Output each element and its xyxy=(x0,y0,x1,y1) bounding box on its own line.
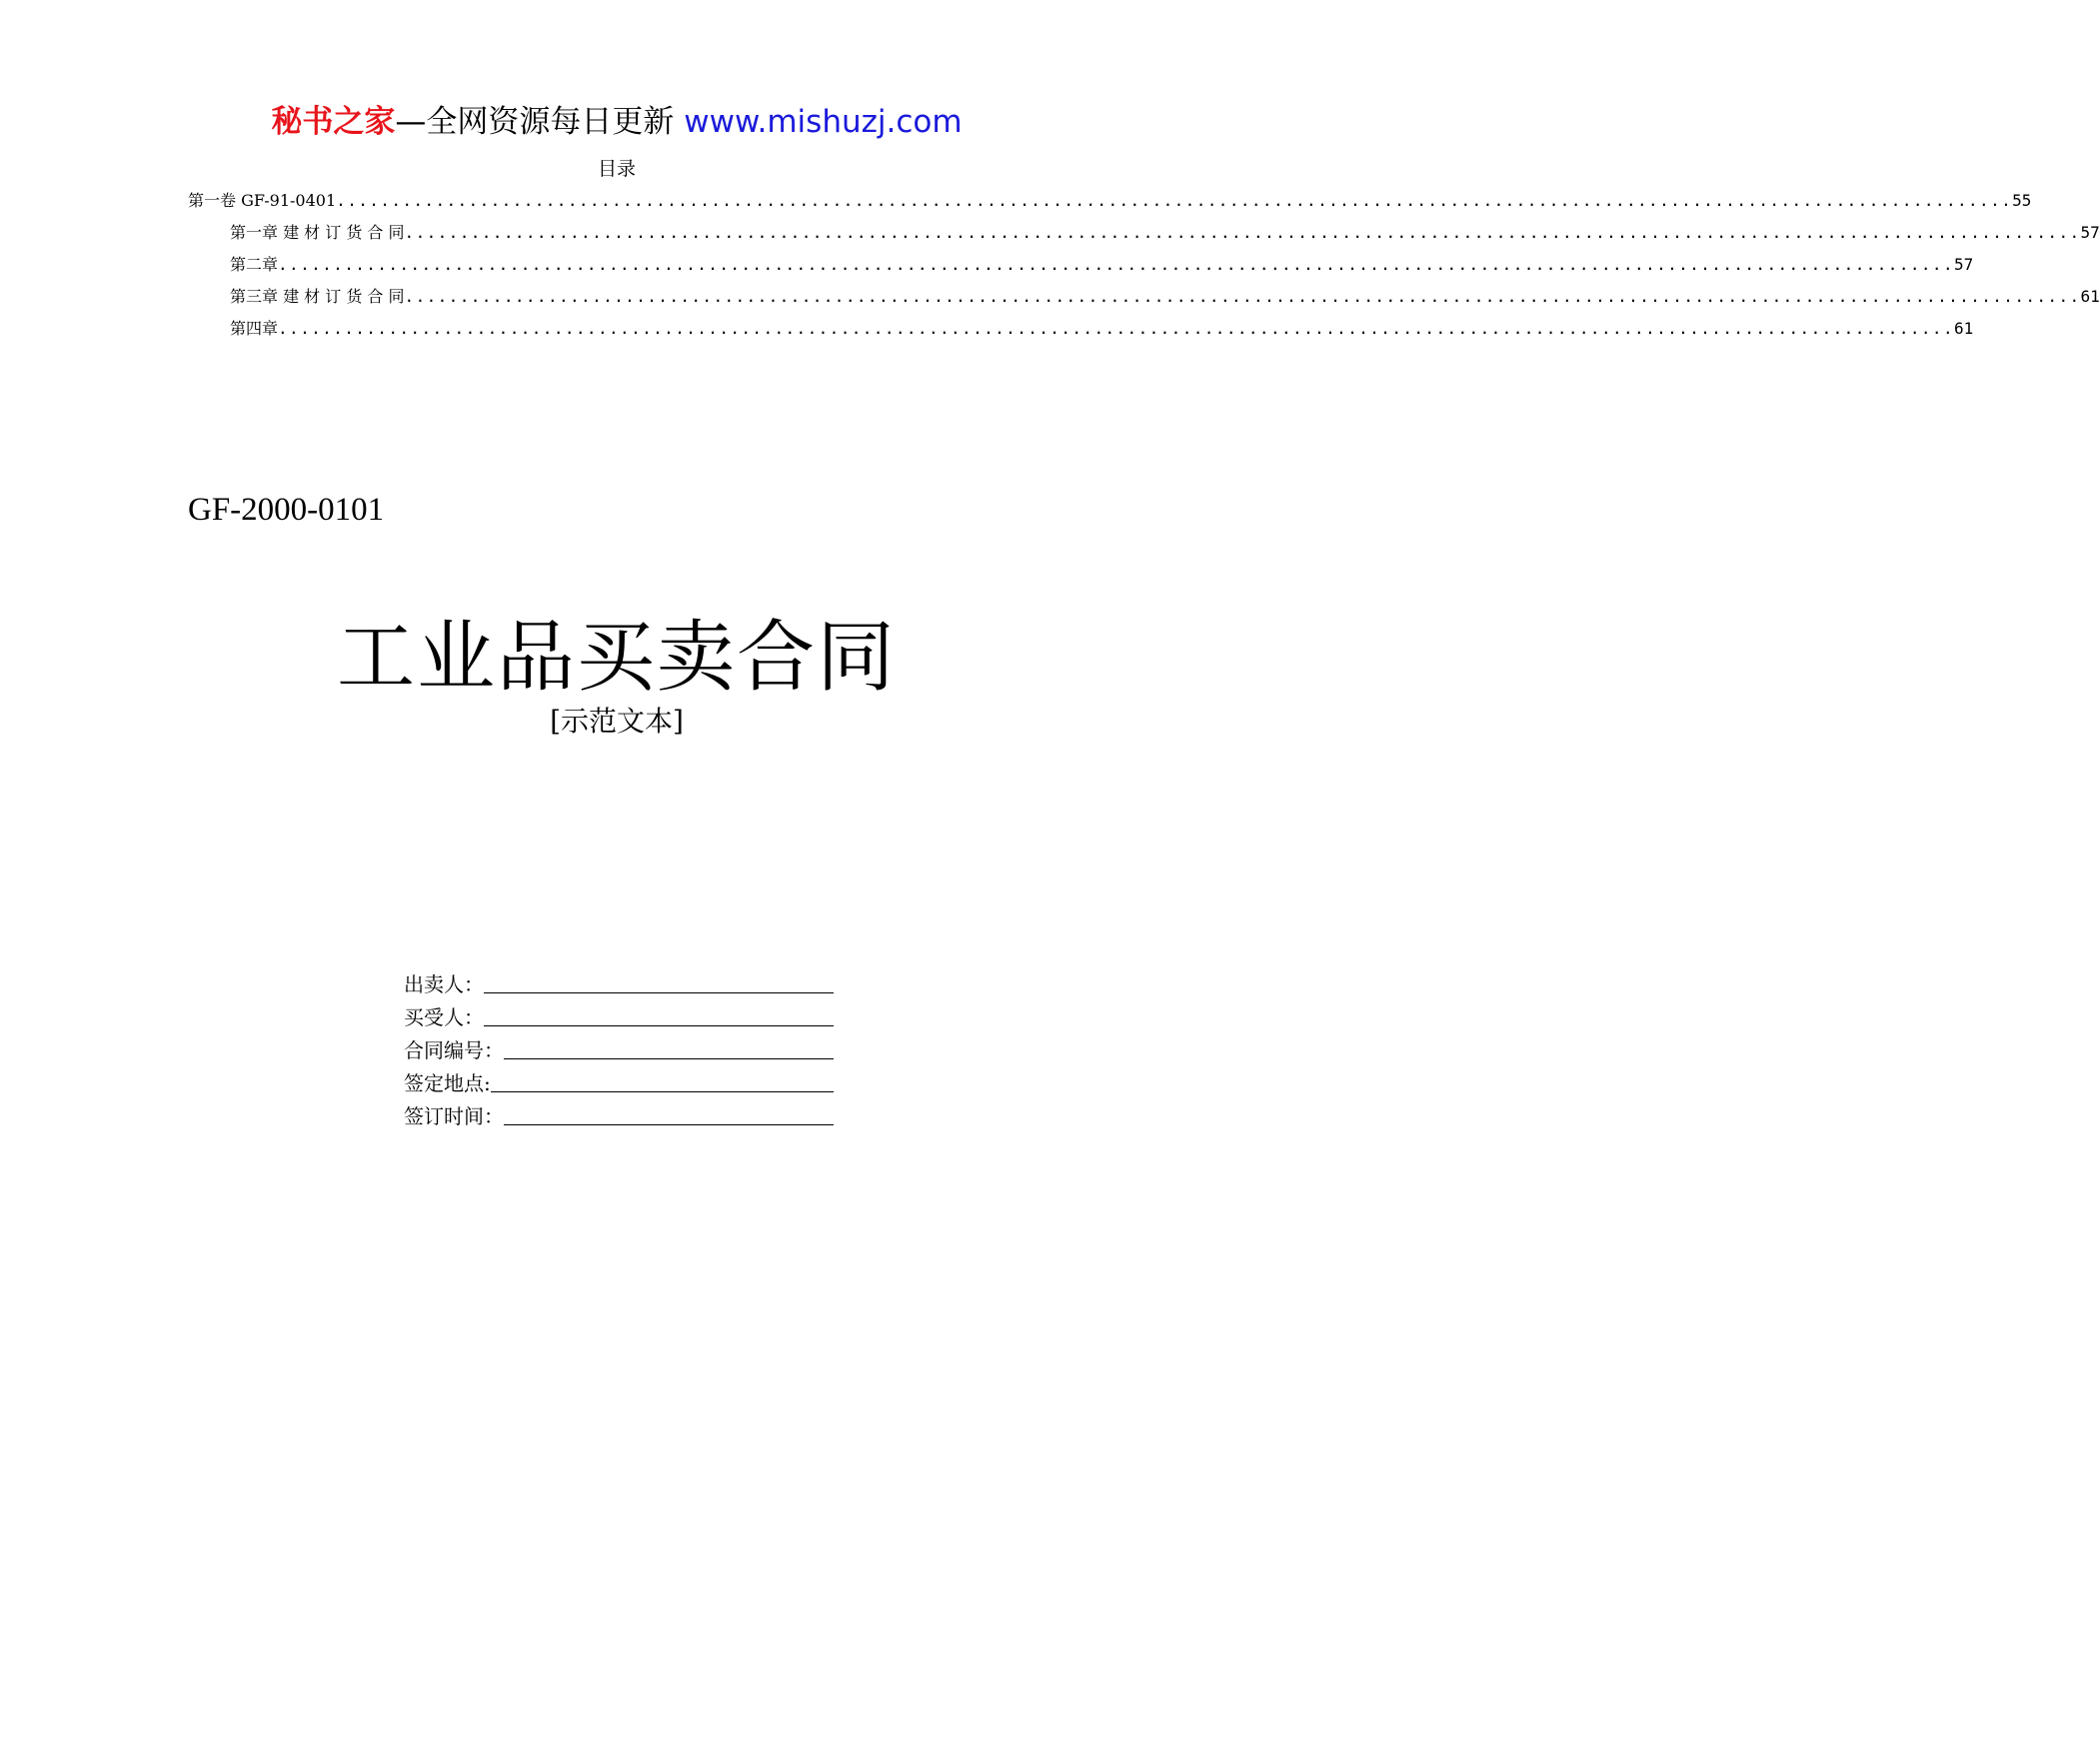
toc-title: 目录 xyxy=(597,158,636,180)
toc-entry-label: 第二章 xyxy=(230,255,279,274)
toc-entry[interactable] xyxy=(230,286,2100,308)
toc-leader-dots: ........................................................................................................................................................ xyxy=(404,287,2081,306)
document-subtitle: [示范文本] xyxy=(550,705,684,738)
toc-leader-dots: ........................................................................................................................................................ xyxy=(278,319,1955,338)
field-label: 签定地点: xyxy=(404,1071,491,1095)
contract-fields xyxy=(404,965,834,1130)
document-title: 工业品买卖合同 xyxy=(336,613,897,703)
toc-entry[interactable] xyxy=(188,190,2032,212)
toc-entry-label: 第一卷 GF-91-0401 xyxy=(188,191,337,210)
toc-entry-page: 61 xyxy=(1954,319,1974,338)
toc-leader-dots: ........................................................................................................................................................ xyxy=(336,191,2013,210)
toc-entry-page: 61 xyxy=(2080,287,2100,306)
field-label: 签订时间： xyxy=(404,1104,504,1128)
toc-entry-label: 第一章 建 材 订 货 合 同 xyxy=(230,223,405,242)
toc-entry-page: 57 xyxy=(2080,223,2100,242)
toc-leader-dots: ........................................................................................................................................................ xyxy=(404,223,2081,242)
blank-line xyxy=(504,1036,834,1059)
toc-entry-label: 第三章 建 材 订 货 合 同 xyxy=(230,287,405,306)
field-label: 出卖人： xyxy=(404,972,484,996)
field-label: 合同编号： xyxy=(404,1038,504,1062)
blank-line xyxy=(484,1003,834,1026)
blank-line xyxy=(504,1102,834,1125)
blank-line xyxy=(484,970,834,993)
toc-entry[interactable] xyxy=(230,254,1974,276)
seller-field xyxy=(404,965,834,998)
site-url-link[interactable]: www.mishuzj.com xyxy=(684,104,963,140)
blank-line xyxy=(491,1069,834,1092)
signing-place-field xyxy=(404,1064,834,1097)
buyer-field xyxy=(404,998,834,1031)
toc-leader-dots: ........................................................................................................................................................ xyxy=(278,255,1955,274)
toc-entry-page: 57 xyxy=(1954,255,1974,274)
site-header xyxy=(0,100,1233,144)
toc-entry[interactable] xyxy=(230,318,1974,340)
toc-entry-label: 第四章 xyxy=(230,319,279,338)
toc-entry[interactable] xyxy=(230,222,2100,244)
signing-time-field xyxy=(404,1097,834,1130)
contract-number-field xyxy=(404,1031,834,1064)
field-label: 买受人： xyxy=(404,1005,484,1029)
brand-name: 秘书之家 xyxy=(271,104,396,140)
document-code: GF-2000-0101 xyxy=(188,492,385,528)
toc-entry-page: 55 xyxy=(2012,191,2032,210)
header-slogan: —全网资源每日更新 xyxy=(395,104,675,140)
